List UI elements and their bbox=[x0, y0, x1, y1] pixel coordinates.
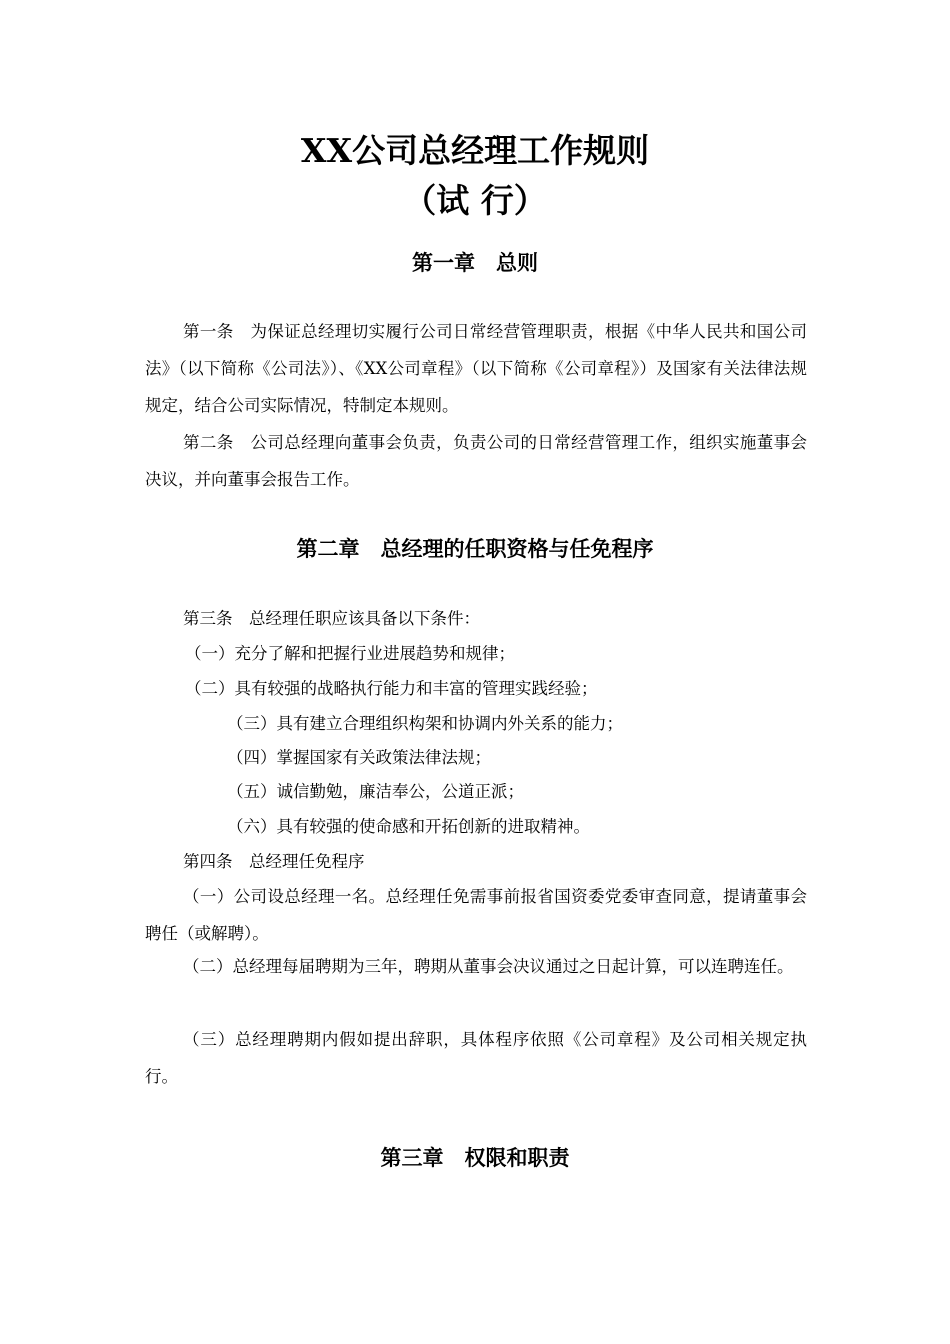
article-3-lead: 第三条 总经理任职应该具备以下条件： bbox=[183, 609, 480, 628]
article-3-item-5: （五）诚信勤勉，廉洁奉公，公道正派； bbox=[227, 782, 524, 801]
chapter-3-heading: 第三章 权限和职责 bbox=[380, 1145, 570, 1170]
article-4-item-1: （一）公司设总经理一名。总经理任免需事前报省国资委党委审查同意，提请董事会聘任（或解聘）。 bbox=[145, 887, 807, 943]
article-4-item-3: （三）总经理聘期内假如提出辞职，具体程序依照《公司章程》及公司相关规定执行。 bbox=[145, 1030, 807, 1086]
article-1: 第一条 为保证总经理切实履行公司日常经营管理职责，根据《中华人民共和国公司法》（以下简称《公司法》）、《XX公司章程》（以下简称《公司章程》）及国家有关法律法规规定，结合公司实际情况，特制定本规则。 bbox=[145, 322, 807, 415]
article-4-item-2: （二）总经理每届聘期为三年，聘期从董事会决议通过之日起计算，可以连聘连任。 bbox=[183, 957, 794, 976]
article-3-item-3: （三）具有建立合理组织构架和协调内外关系的能力； bbox=[227, 714, 623, 733]
article-3-item-2: （二）具有较强的战略执行能力和丰富的管理实践经验； bbox=[185, 679, 598, 698]
article-3-item-1: （一）充分了解和把握行业进展趋势和规律； bbox=[185, 644, 515, 663]
article-3-item-4: （四）掌握国家有关政策法律法规； bbox=[227, 748, 491, 767]
article-2: 第二条 公司总经理向董事会负责，负责公司的日常经营管理工作，组织实施董事会决议，并向董事会报告工作。 bbox=[145, 433, 807, 489]
document-title: XX公司总经理工作规则 bbox=[300, 131, 650, 170]
chapter-1-heading: 第一章 总则 bbox=[412, 250, 538, 275]
article-3-item-6: （六）具有较强的使命感和开拓创新的进取精神。 bbox=[227, 817, 590, 836]
document-subtitle: （试 行） bbox=[403, 181, 547, 220]
chapter-2-heading: 第二章 总经理的任职资格与任免程序 bbox=[296, 536, 654, 561]
article-4-lead: 第四条 总经理任免程序 bbox=[183, 852, 365, 871]
